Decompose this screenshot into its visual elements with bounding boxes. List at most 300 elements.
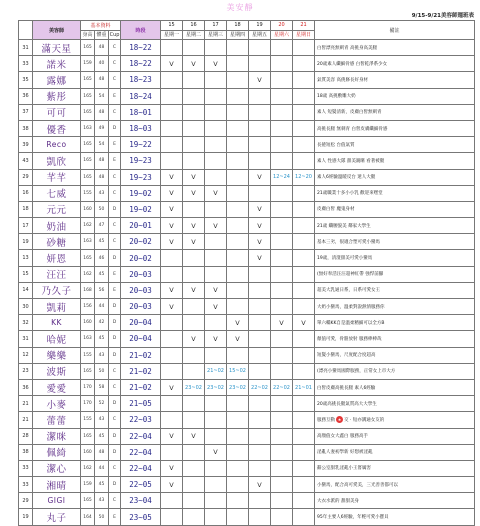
day-cell xyxy=(205,477,227,493)
day-cell xyxy=(227,169,249,185)
table-row xyxy=(19,40,475,56)
day-cell xyxy=(227,72,249,88)
weight-cell: 40 xyxy=(95,56,109,72)
height-cell: 165 xyxy=(81,104,95,120)
day-cell xyxy=(161,444,183,460)
note-cell xyxy=(315,477,475,493)
day-cell xyxy=(293,88,315,104)
day-cell xyxy=(271,331,293,347)
height-cell: 162 xyxy=(81,218,95,234)
row-number: 35 xyxy=(19,72,33,88)
day-cell xyxy=(249,88,271,104)
day-date-header: 18 xyxy=(227,21,249,31)
cup-cell: D xyxy=(109,444,121,460)
height-cell: 165 xyxy=(81,153,95,169)
note-header: 備註 xyxy=(315,21,475,40)
day-cell xyxy=(205,460,227,476)
stylist-name: 蕾蕾 xyxy=(33,412,81,428)
day-cell xyxy=(227,201,249,217)
note-text: 辭公室甜乳淫亂小王嘗厲害 xyxy=(317,466,372,472)
day-cell xyxy=(227,120,249,136)
stylist-name: 乃久子 xyxy=(33,282,81,298)
height-cell: 165 xyxy=(81,40,95,56)
day-cell xyxy=(227,137,249,153)
note-text: 長捲短松 台值氣質 xyxy=(317,142,355,148)
day-cell xyxy=(271,509,293,525)
day-cell xyxy=(183,509,205,525)
day-cell xyxy=(227,282,249,298)
day-cell xyxy=(227,234,249,250)
row-number: 30 xyxy=(19,299,33,315)
table-row xyxy=(19,477,475,493)
day-name-header: 星期一 xyxy=(161,30,183,40)
time-slot-cell: 22~05 xyxy=(121,477,161,493)
stylist-name: 愛愛 xyxy=(33,379,81,395)
day-cell xyxy=(183,88,205,104)
cup-cell: E xyxy=(109,153,121,169)
cup-cell: E xyxy=(109,88,121,104)
time-slot-cell: 18~22 xyxy=(121,40,161,56)
weight-cell: 45 xyxy=(95,331,109,347)
weight-cell: 49 xyxy=(95,120,109,136)
table-row xyxy=(19,169,475,185)
height-cell: 168 xyxy=(81,282,95,298)
day-cell xyxy=(293,412,315,428)
note-cell xyxy=(315,444,475,460)
day-name-header: 星期四 xyxy=(227,30,249,40)
day-cell xyxy=(293,137,315,153)
day-cell: V xyxy=(205,299,227,315)
day-cell xyxy=(183,347,205,363)
day-date-header: 21 xyxy=(293,21,315,31)
table-row xyxy=(19,396,475,412)
weight-cell: 43 xyxy=(95,412,109,428)
stylist-name: 凱欣 xyxy=(33,153,81,169)
cup-cell: C xyxy=(109,40,121,56)
day-cell xyxy=(293,299,315,315)
table-row xyxy=(19,201,475,217)
day-cell: V xyxy=(249,234,271,250)
table-row xyxy=(19,185,475,201)
day-cell xyxy=(293,201,315,217)
day-name-header: 星期六 xyxy=(271,30,293,40)
table-row xyxy=(19,218,475,234)
cup-cell: C xyxy=(109,185,121,201)
day-cell xyxy=(227,444,249,460)
day-cell xyxy=(293,218,315,234)
day-cell xyxy=(293,509,315,525)
row-number: 33 xyxy=(19,460,33,476)
note-text: 19歲，清澄甜美可愛小蠻馬 xyxy=(317,256,373,262)
note-cell xyxy=(315,56,475,72)
day-cell: V xyxy=(249,169,271,185)
note-text: 白皙漂亮無刺青 高挑身高美腿 xyxy=(317,45,377,51)
row-number: 28 xyxy=(19,428,33,444)
height-cell: 155 xyxy=(81,412,95,428)
day-cell xyxy=(227,153,249,169)
day-cell xyxy=(161,347,183,363)
day-cell xyxy=(227,250,249,266)
time-slot-cell: 19~02 xyxy=(121,201,161,217)
weight-cell: 45 xyxy=(95,477,109,493)
time-slot-cell: 18~23 xyxy=(121,72,161,88)
row-number: 38 xyxy=(19,120,33,136)
day-cell xyxy=(271,460,293,476)
day-cell xyxy=(293,234,315,250)
stylist-name: Reco xyxy=(33,137,81,153)
row-number: 33 xyxy=(19,56,33,72)
day-cell xyxy=(205,88,227,104)
day-cell: V xyxy=(227,315,249,331)
day-cell xyxy=(249,331,271,347)
note-text: 服務互動 xyxy=(317,418,336,424)
weight-cell: 48 xyxy=(95,153,109,169)
day-cell: 22~02 xyxy=(271,379,293,395)
row-number: 12 xyxy=(19,347,33,363)
table-row xyxy=(19,444,475,460)
day-cell: V xyxy=(161,460,183,476)
height-cell: 165 xyxy=(81,137,95,153)
day-cell xyxy=(271,120,293,136)
day-cell xyxy=(227,266,249,282)
cup-cell: C xyxy=(109,412,121,428)
day-date-header: 16 xyxy=(183,21,205,31)
note-cell xyxy=(315,363,475,379)
day-cell xyxy=(205,153,227,169)
note-text: 20歲高挑長腿氣質高大大學生 xyxy=(317,401,377,407)
weight-cell: 44 xyxy=(95,460,109,476)
day-cell: 22~02 xyxy=(249,379,271,395)
time-slot-cell: 20~03 xyxy=(121,266,161,282)
day-cell xyxy=(271,40,293,56)
day-cell xyxy=(293,444,315,460)
day-cell: V xyxy=(183,185,205,201)
day-cell xyxy=(249,460,271,476)
day-cell xyxy=(183,315,205,331)
weight-cell: 58 xyxy=(95,379,109,395)
day-cell xyxy=(227,56,249,72)
weight-cell: 45 xyxy=(95,428,109,444)
day-cell xyxy=(249,266,271,282)
cup-cell: D xyxy=(109,477,121,493)
time-slot-cell: 19~23 xyxy=(121,153,161,169)
day-cell xyxy=(227,299,249,315)
day-cell xyxy=(293,331,315,347)
note-cell xyxy=(315,153,475,169)
table-row xyxy=(19,266,475,282)
cup-cell: C xyxy=(109,493,121,509)
note-cell xyxy=(315,169,475,185)
stylist-name: KK xyxy=(33,315,81,331)
note-text: 高挑長腿 無刺青 白皙皮膚纖細骨感 xyxy=(317,126,388,132)
day-cell xyxy=(205,104,227,120)
stylist-name: 湘晴 xyxy=(33,477,81,493)
day-cell: V xyxy=(271,315,293,331)
day-cell: V xyxy=(161,169,183,185)
day-cell xyxy=(249,444,271,460)
day-cell xyxy=(205,169,227,185)
day-cell: V xyxy=(205,331,227,347)
cup-cell: D xyxy=(109,428,121,444)
table-row xyxy=(19,460,475,476)
day-cell xyxy=(183,493,205,509)
height-cell: 155 xyxy=(81,347,95,363)
day-cell xyxy=(293,396,315,412)
day-date-header: 15 xyxy=(161,21,183,31)
stylist-name: 佩綺 xyxy=(33,444,81,460)
day-cell xyxy=(161,331,183,347)
day-cell xyxy=(271,234,293,250)
day-cell xyxy=(249,282,271,298)
table-row xyxy=(19,120,475,136)
note-cell xyxy=(315,282,475,298)
height-cell: 156 xyxy=(81,299,95,315)
day-cell: V xyxy=(205,282,227,298)
time-slot-cell: 18~01 xyxy=(121,104,161,120)
height-cell: 170 xyxy=(81,396,95,412)
day-cell xyxy=(249,40,271,56)
day-cell xyxy=(205,315,227,331)
note-text: 素人 性感大隊 甜美親暱 看著被腿 xyxy=(317,158,385,164)
day-cell: V xyxy=(249,218,271,234)
day-cell xyxy=(271,266,293,282)
day-cell: V xyxy=(161,234,183,250)
day-cell: 12~20 xyxy=(293,169,315,185)
day-cell xyxy=(249,56,271,72)
weight-cell: 42 xyxy=(95,315,109,331)
time-slot-cell: 19~02 xyxy=(121,185,161,201)
day-cell xyxy=(205,509,227,525)
weight-cell: 48 xyxy=(95,104,109,120)
note-cell xyxy=(315,493,475,509)
note-text: 小蠻馬，配合高可愛美，三光善善都可以 xyxy=(317,482,399,488)
day-cell xyxy=(183,137,205,153)
time-slot-header: 時段 xyxy=(121,21,161,40)
day-cell: V xyxy=(249,477,271,493)
header-row-1 xyxy=(19,21,475,31)
weight-cell: 46 xyxy=(95,250,109,266)
day-cell: 15~02 xyxy=(227,363,249,379)
height-cell: 165 xyxy=(81,493,95,509)
day-cell xyxy=(183,153,205,169)
day-cell: V xyxy=(249,201,271,217)
cup-cell: C xyxy=(109,363,121,379)
note-cell xyxy=(315,137,475,153)
note-text: 白皙皮膚高挑長腿 素人6經驗 xyxy=(317,385,376,391)
height-header: 身高 xyxy=(81,30,95,40)
schedule-date-range: 9/15-9/21美容師週班表 xyxy=(411,13,474,19)
height-cell: 160 xyxy=(81,315,95,331)
day-cell xyxy=(293,104,315,120)
day-cell: V xyxy=(161,477,183,493)
time-slot-cell: 22~04 xyxy=(121,460,161,476)
cup-cell: C xyxy=(109,234,121,250)
note-cell xyxy=(315,396,475,412)
height-cell: 163 xyxy=(81,120,95,136)
day-cell xyxy=(293,347,315,363)
day-cell xyxy=(249,412,271,428)
height-cell: 165 xyxy=(81,72,95,88)
day-cell xyxy=(227,509,249,525)
day-cell: V xyxy=(183,331,205,347)
row-number: 17 xyxy=(19,218,33,234)
note-cell xyxy=(315,347,475,363)
day-cell: V xyxy=(161,282,183,298)
day-cell xyxy=(227,396,249,412)
cup-cell: D xyxy=(109,120,121,136)
note-text: 95年主要人6經驗，年輕可愛小寶貝 xyxy=(317,515,389,521)
cup-cell: D xyxy=(109,347,121,363)
row-number: 19 xyxy=(19,234,33,250)
table-row xyxy=(19,347,475,363)
note-text: 素人6經驗溫暖反台 迷人大腿 xyxy=(317,175,376,181)
day-cell xyxy=(227,347,249,363)
stylist-name: 滿天星 xyxy=(33,40,81,56)
day-cell: V xyxy=(161,185,183,201)
day-cell: V xyxy=(205,56,227,72)
note-cell xyxy=(315,218,475,234)
row-number: 32 xyxy=(19,315,33,331)
day-cell xyxy=(293,477,315,493)
weight-cell: 48 xyxy=(95,72,109,88)
row-number: 31 xyxy=(19,40,33,56)
cup-cell: D xyxy=(109,315,121,331)
day-cell: V xyxy=(183,56,205,72)
row-number: 21 xyxy=(19,396,33,412)
schedule-table xyxy=(18,20,475,526)
document-title: 美安靜 xyxy=(226,3,254,12)
day-cell xyxy=(249,315,271,331)
table-row xyxy=(19,299,475,315)
day-cell xyxy=(183,460,205,476)
day-cell xyxy=(227,185,249,201)
height-cell: 155 xyxy=(81,185,95,201)
day-cell xyxy=(183,201,205,217)
day-cell xyxy=(271,444,293,460)
table-row xyxy=(19,331,475,347)
height-cell: 162 xyxy=(81,266,95,282)
table-row xyxy=(19,56,475,72)
height-cell: 164 xyxy=(81,509,95,525)
cup-cell: E xyxy=(109,509,121,525)
note-cell xyxy=(315,104,475,120)
day-cell xyxy=(227,88,249,104)
day-cell xyxy=(183,477,205,493)
table-row xyxy=(19,72,475,88)
cup-cell: C xyxy=(109,379,121,395)
day-name-header: 星期五 xyxy=(249,30,271,40)
day-cell xyxy=(249,299,271,315)
height-cell: 163 xyxy=(81,234,95,250)
height-cell: 162 xyxy=(81,460,95,476)
row-number: 14 xyxy=(19,282,33,298)
day-cell xyxy=(161,396,183,412)
time-slot-cell: 22~04 xyxy=(121,444,161,460)
time-slot-cell: 19~23 xyxy=(121,169,161,185)
day-name-header: 星期二 xyxy=(183,30,205,40)
day-cell: V xyxy=(183,169,205,185)
weight-cell: 48 xyxy=(95,444,109,460)
day-cell xyxy=(183,363,205,379)
table-row xyxy=(19,493,475,509)
time-slot-cell: 20~03 xyxy=(121,282,161,298)
time-slot-cell: 23~05 xyxy=(121,509,161,525)
row-number: 31 xyxy=(19,331,33,347)
day-cell xyxy=(205,137,227,153)
stylist-name: 凱莉 xyxy=(33,299,81,315)
day-cell xyxy=(293,460,315,476)
stylist-name: 妍恩 xyxy=(33,250,81,266)
note-text: 素人 短髮清新，皮膚白皙無刺青 xyxy=(317,110,382,116)
day-cell xyxy=(161,153,183,169)
row-number: 29 xyxy=(19,493,33,509)
day-cell xyxy=(161,363,183,379)
stylist-name: 可可 xyxy=(33,104,81,120)
day-cell xyxy=(249,185,271,201)
day-cell xyxy=(227,40,249,56)
table-row xyxy=(19,412,475,428)
day-cell xyxy=(293,363,315,379)
table-row xyxy=(19,137,475,153)
day-cell xyxy=(271,428,293,444)
day-cell xyxy=(161,315,183,331)
height-cell: 170 xyxy=(81,379,95,395)
time-slot-cell: 18~22 xyxy=(121,56,161,72)
day-cell xyxy=(271,282,293,298)
day-cell xyxy=(293,56,315,72)
stylist-name: 七威 xyxy=(33,185,81,201)
table-row xyxy=(19,379,475,395)
height-cell: 165 xyxy=(81,250,95,266)
stylist-name: 小麥 xyxy=(33,396,81,412)
weight-cell: 43 xyxy=(95,493,109,509)
day-cell xyxy=(183,72,205,88)
day-cell: V xyxy=(183,218,205,234)
day-cell xyxy=(183,250,205,266)
day-cell xyxy=(205,396,227,412)
day-cell: V xyxy=(161,56,183,72)
table-row xyxy=(19,153,475,169)
day-cell xyxy=(227,428,249,444)
cup-cell: C xyxy=(109,169,121,185)
day-cell xyxy=(271,201,293,217)
stylist-name: 芊芊 xyxy=(33,169,81,185)
note-text: 18歲 高挑敷雕大奶 xyxy=(317,94,356,100)
height-cell: 165 xyxy=(81,88,95,104)
time-slot-cell: 20~02 xyxy=(121,250,161,266)
row-number: 29 xyxy=(19,169,33,185)
day-cell xyxy=(227,493,249,509)
cup-cell: C xyxy=(109,56,121,72)
day-cell xyxy=(249,153,271,169)
day-cell xyxy=(293,250,315,266)
day-cell: V xyxy=(205,444,227,460)
day-cell xyxy=(161,250,183,266)
day-cell xyxy=(161,412,183,428)
height-cell: 159 xyxy=(81,56,95,72)
day-cell xyxy=(161,88,183,104)
note-text: 氣質美容 高佻修長好身材 xyxy=(317,77,368,83)
time-slot-cell: 20~03 xyxy=(121,299,161,315)
table-row xyxy=(19,363,475,379)
time-slot-cell: 21~05 xyxy=(121,396,161,412)
day-cell xyxy=(249,493,271,509)
note-text: 高顏值女大鑫白 服務高手 xyxy=(317,434,368,440)
day-cell: V xyxy=(249,250,271,266)
note-cell xyxy=(315,460,475,476)
schedule-rows xyxy=(19,40,475,526)
day-cell xyxy=(293,153,315,169)
